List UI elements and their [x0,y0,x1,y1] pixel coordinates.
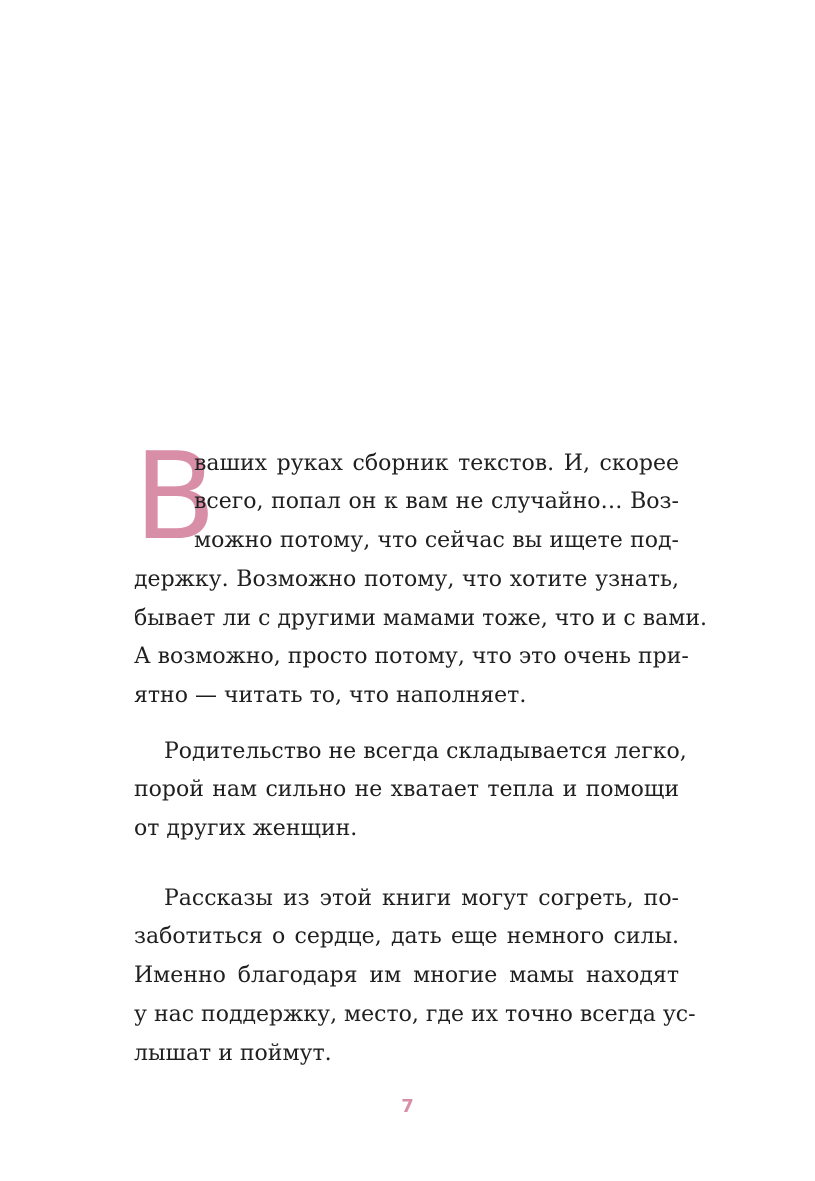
text-line: у нас поддержку, место, где их точно всегда ус- [134,1002,696,1027]
text-line: всего, попал он к вам не случайно… Воз- [194,489,679,514]
drop-cap-letter: В [134,428,217,567]
text-line: Именно благодаря им многие мамы находят [134,963,679,988]
text-line: Рассказы из этой книги могут согреть, по- [164,886,679,911]
text-line: А возможно, просто потому, что это очень при- [134,644,689,669]
page-number: 7 [401,1096,414,1117]
text-line: ятно — читать то, что наполняет. [134,683,527,708]
text-line: ваших руках сборник текстов. И, скорее [194,451,679,476]
text-line: заботиться о сердце, дать еще немного силы. [134,924,679,949]
text-line: Родительство не всегда складывается легко, [164,739,687,764]
text-line: можно потому, что сейчас вы ищете под- [194,528,679,553]
text-line: бывает ли с другими мамами тоже, что и с вами. [134,606,707,631]
text-line: порой нам сильно не хватает тепла и помощи [134,777,679,802]
text-line: лышат и поймут. [134,1041,332,1066]
text-line: от других женщин. [134,816,358,841]
text-line: держку. Возможно потому, что хотите узнать, [134,567,679,592]
